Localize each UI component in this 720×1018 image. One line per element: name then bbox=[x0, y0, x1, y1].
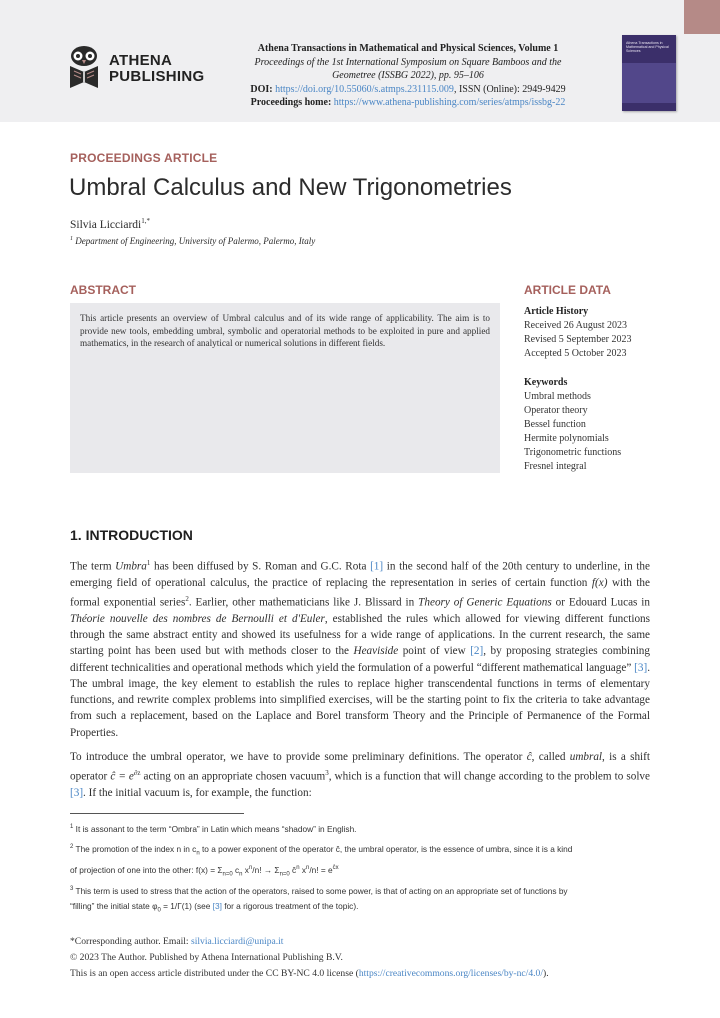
footnote-1: $^1$ It is assonant to the term “Ombra” in Latin which means “shadow” in English. bbox=[70, 823, 357, 834]
citation-link[interactable]: [3] bbox=[70, 787, 84, 800]
doi-line bbox=[212, 83, 604, 97]
proceedings-line1: Proceedings of the 1st International Symposium on Square Bamboos and the bbox=[254, 56, 562, 68]
author-line bbox=[70, 217, 150, 231]
publisher-name-line2: PUBLISHING bbox=[109, 68, 205, 85]
license-link[interactable]: https://creativecommons.org/licenses/by-nc/4.0/ bbox=[358, 968, 544, 979]
article-data-heading: ARTICLE DATA bbox=[524, 283, 611, 297]
keyword-item: Operator theory bbox=[524, 405, 588, 416]
corner-tab bbox=[684, 0, 720, 34]
email-link[interactable]: silvia.licciardi@unipa.it bbox=[190, 936, 284, 947]
citation-link[interactable]: [2] bbox=[470, 645, 484, 658]
citation-link[interactable]: [1] bbox=[370, 560, 384, 573]
introduction-heading: 1. INTRODUCTION bbox=[70, 527, 193, 543]
doi-link[interactable]: https://doi.org/10.55060/s.atmps.231115.009 bbox=[275, 83, 454, 95]
affiliation-text: Department of Engineering, University of Palermo, Palermo, Italy bbox=[75, 236, 316, 246]
keyword-item: Fresnel integral bbox=[524, 461, 587, 472]
author-sup: 1,* bbox=[141, 217, 150, 225]
journal-info bbox=[212, 42, 604, 110]
page-header bbox=[0, 0, 720, 122]
article-title: Umbral Calculus and New Trigonometries bbox=[69, 174, 512, 201]
article-type-label: PROCEEDINGS ARTICLE bbox=[70, 151, 218, 165]
introduction-paragraph-1: The term Umbra$^1$ has been diffused by S. Roman and G.C. Rota [1] in the second half of the 20th century to underline, in the emerging field of operational calculus, the practice of replacing the representation in series of certain function f(x) with the formal exponential series$^2$. Earlier, other mathematicians like J. Blissard in Theory of Generic Equations or Edouard Lucas in Théorie nouvelle des nombres de Bernoulli et d'Euler, established the rules which allowed for viewing different functions through the same abstract entity and showed its usefulness for a wide range of applications. In the current research, the same starting point has been used but with methods closer to the Heaviside point of view [2], by proposing strategies combining different technicalities and operational methods which yield the formulation of a powerful “different mathematical language” [3]. The umbral image, the key element to establish the rules to replace higher transcendental functions in terms of elementary functions, and rewrite complex problems into simplified exercises, will be the starting point to fix the criteria to take advantage from such a replacement, based on the Laplace and Borel transform Theory and the Principle of Permanence of the Formal Properties. bbox=[70, 559, 650, 739]
abstract-box bbox=[70, 303, 500, 473]
home-label: Proceedings home: bbox=[250, 97, 332, 108]
introduction-paragraph-2: To introduce the umbral operator, we have to provide some preliminary definitions. The operator ĉ, called umbral, is a shift operator ĉ = $e^{\partial z}$ acting on an appropriate chosen vacuum$^3$, which is a function that will change according to the problem to solve [3]. If the initial vacuum is, for example, the function: bbox=[70, 751, 650, 800]
doi-label: DOI: bbox=[250, 83, 273, 95]
journal-title: Athena Transactions in Mathematical and Physical Sciences, Volume 1 bbox=[257, 43, 559, 54]
history-item: Accepted 5 October 2023 bbox=[524, 348, 627, 359]
publisher-name-line1: ATHENA bbox=[109, 52, 173, 69]
proceedings-line2: Geometree (ISSBG 2022), pp. 95–106 bbox=[332, 70, 484, 81]
citation-link[interactable]: [3] bbox=[212, 900, 222, 911]
athena-logo bbox=[66, 44, 206, 94]
author-name: Silvia Licciardi bbox=[70, 218, 142, 231]
journal-cover-thumbnail bbox=[622, 35, 676, 111]
home-link[interactable]: https://www.athena-publishing.com/series/atmps/issbg-22 bbox=[333, 97, 566, 108]
abstract-heading: ABSTRACT bbox=[70, 283, 136, 297]
keyword-item: Trigonometric functions bbox=[524, 447, 622, 458]
license-line: This is an open access article distributed under the CC BY-NC 4.0 license (https://creativecommons.org/licenses/by-nc/4.0/). bbox=[70, 968, 549, 979]
article-history bbox=[524, 305, 631, 361]
affiliation-sup: 1 bbox=[70, 236, 73, 242]
cover-title: Athena Transactions in Mathematical and Physical Sciences bbox=[626, 41, 669, 54]
citation-link[interactable]: [3] bbox=[634, 661, 648, 674]
keyword-item: Hermite polynomials bbox=[524, 433, 609, 444]
issn-text: , ISSN (Online): 2949-9429 bbox=[453, 83, 566, 95]
owl-icon bbox=[66, 44, 102, 92]
abstract-text: This article presents an overview of Umbral calculus and of its wide range of applicability. The aim is to provide new tools, embedding umbral, symbolic and operatorial methods to be exploited in pure and applied mathematics, in the research of analytical or numerical solutions in different fields. bbox=[80, 313, 490, 348]
history-item: Revised 5 September 2023 bbox=[524, 334, 632, 345]
keywords-heading: Keywords bbox=[524, 377, 568, 388]
article-history-heading: Article History bbox=[524, 306, 589, 317]
copyright-line: © 2023 The Author. Published by Athena International Publishing B.V. bbox=[70, 952, 343, 963]
history-item: Received 26 August 2023 bbox=[524, 320, 628, 331]
corresponding-author: *Corresponding author. Email: silvia.licciardi@unipa.it bbox=[70, 936, 284, 947]
keyword-item: Umbral methods bbox=[524, 391, 591, 402]
footnote-divider bbox=[70, 813, 244, 814]
affiliation bbox=[70, 236, 315, 246]
cover-band bbox=[622, 63, 676, 103]
keyword-item: Bessel function bbox=[524, 419, 586, 430]
keywords bbox=[524, 376, 621, 474]
home-line bbox=[212, 96, 604, 110]
footnote-3: $^3$ This term is used to stress that the action of the operators, raised to some power, is that of acting on an appropriate set of functions by “filling” the initial state $\varphi_0 = 1/\Gamma(1)$ (see [3] for a rigorous treatment of the topic). bbox=[70, 885, 568, 914]
footnote-2: $^2$ The promotion of the index n in $c_n$ to a power exponent of the operator ĉ, the umbral operator, is the essence of umbra, since it is a kind of projection of one into the other: $f(x) = \Sigma_{n=0}$ $c_n$ $x^n/n$! → $\Sigma_{n=0}$ $ĉ^n$ $x^n/n$! = $e^{ĉx}$ bbox=[70, 843, 573, 878]
publisher-name bbox=[109, 53, 205, 85]
